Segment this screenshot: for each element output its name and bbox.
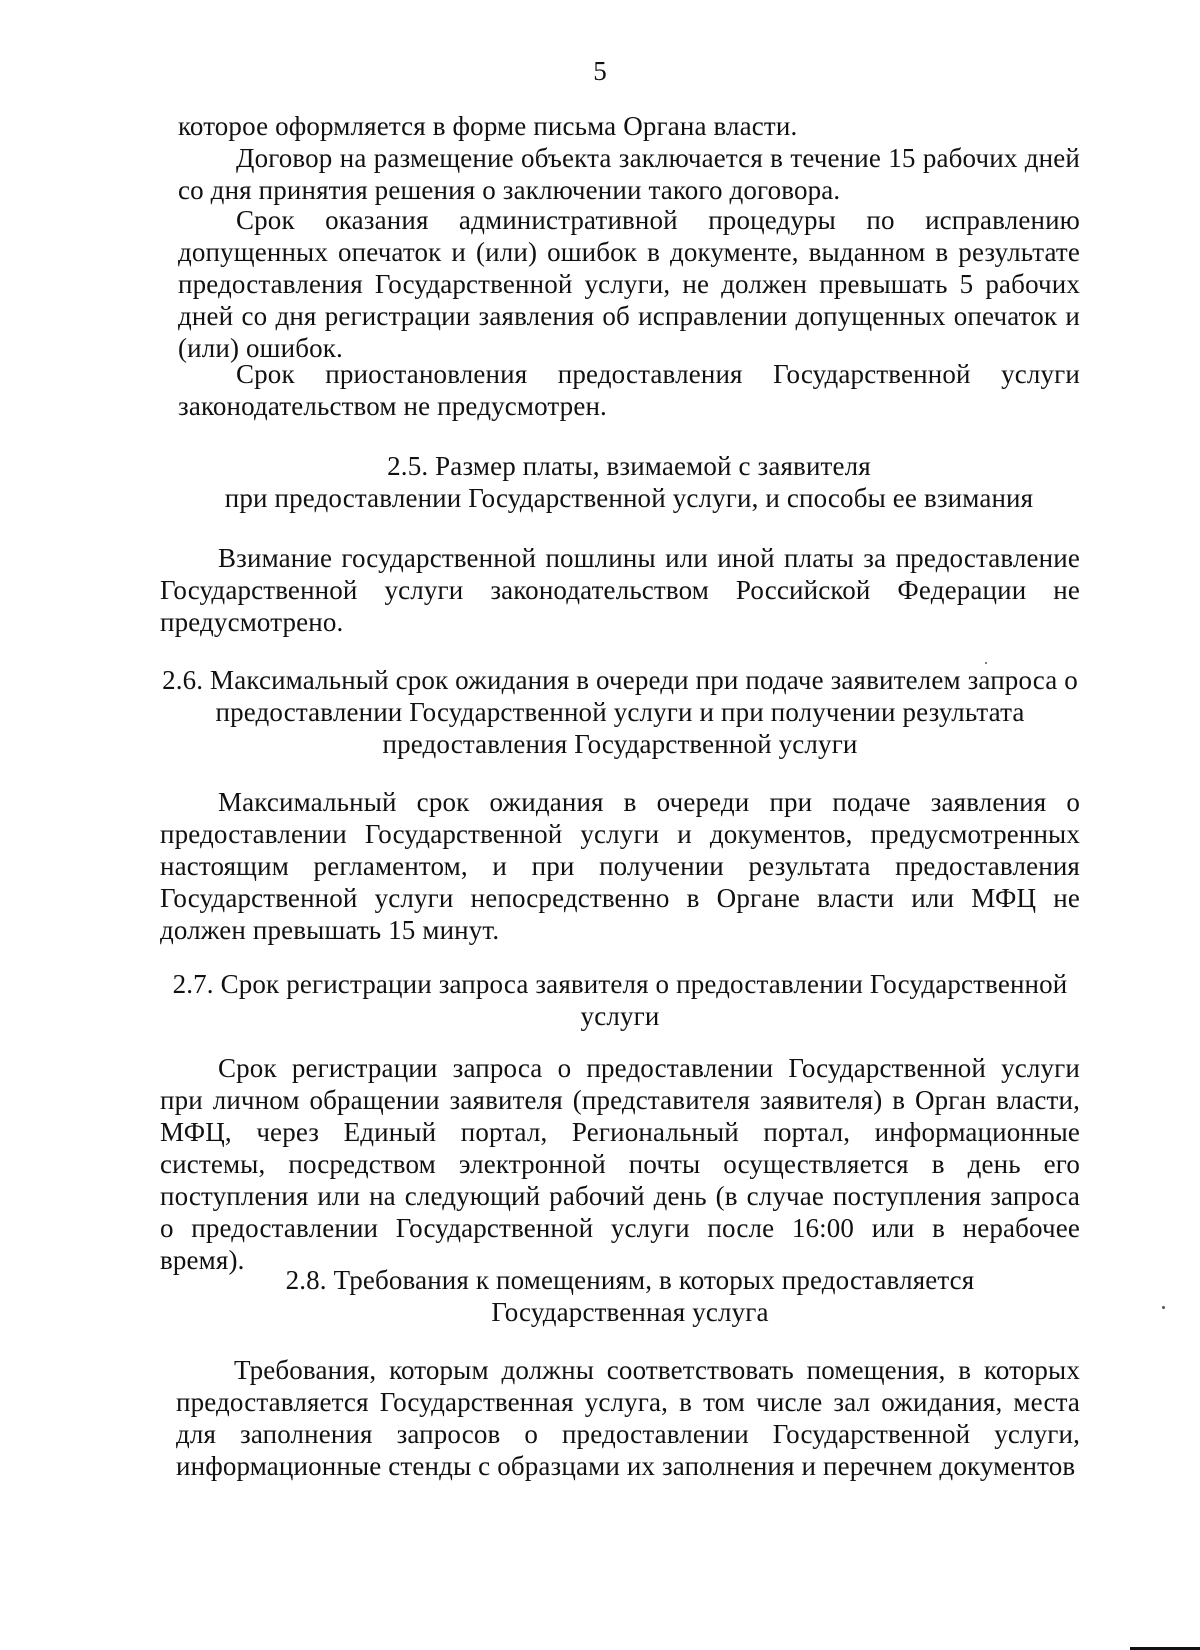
section-2-6-heading	[160, 664, 1080, 760]
section-2-6-body: Максимальный срок ожидания в очереди при подаче заявления о предоставлении Государственной услуги и документов, предусмотренных настоящим регламентом, и при получении результата предоставления Государственной услуги непосредственно в Органе власти или МФЦ не должен превышать 15 минут.	[160, 787, 1080, 945]
paragraph-suspension-term: Срок приостановления предоставления Государственной услуги законодательством не предусмотрен.	[178, 359, 1080, 421]
scan-speck	[985, 662, 987, 664]
section-2-7-body: Срок регистрации запроса о предоставлении Государственной услуги при личном обращении заявителя (представителя заявителя) в Орган власти, МФЦ, через Единый портал, Региональный портал, информационные системы, посредством электронной почты осуществляется в день его поступления или на следующий рабочий день (в случае поступления запроса о предоставлении Государственной услуги после 16:00 или в нерабочее время).	[160, 1053, 1080, 1275]
section-2-6-heading-line1: 2.6. Максимальный срок ожидания в очереди при подаче заявителем запроса о	[162, 665, 1078, 695]
section-2-6-heading-line3: предоставления Государственной услуги	[382, 729, 858, 759]
page-number: 5	[593, 56, 607, 86]
paragraph-correction-term: Срок оказания административной процедуры по исправлению допущенных опечаток и (или) ошибок в документе, выданном в результате предоставления Государственной услуги, не должен превышать 5 рабочих дней со дня регистрации заявления об исправлении допущенных опечаток и (или) ошибок.	[178, 205, 1080, 363]
section-2-8-heading	[180, 1264, 1080, 1328]
section-2-6-heading-line2: предоставлении Государственной услуги и при получении результата	[215, 697, 1025, 727]
section-2-5-body: Взимание государственной пошлины или иной платы за предоставление Государственной услуги законодательством Российской Федерации не предусмотрено.	[160, 543, 1080, 637]
scan-speck	[1162, 1306, 1165, 1309]
section-2-5-heading	[178, 450, 1080, 514]
section-2-8-heading-line2: Государственная услуга	[491, 1297, 769, 1327]
paragraph-contract-term: Договор на размещение объекта заключается в течение 15 рабочих дней со дня принятия решения о заключении такого договора.	[178, 143, 1080, 205]
section-2-7-heading	[160, 968, 1080, 1032]
section-2-5-heading-line2: при предоставлении Государственной услуги, и способы ее взимания	[224, 483, 1034, 513]
section-2-5-heading-line1: 2.5. Размер платы, взимаемой с заявителя	[387, 451, 871, 481]
section-2-8-heading-line1: 2.8. Требования к помещениям, в которых предоставляется	[285, 1265, 975, 1295]
section-2-7-heading-line1: 2.7. Срок регистрации запроса заявителя о предоставлении Государственной	[172, 969, 1068, 999]
section-2-7-heading-line2: услуги	[580, 1001, 660, 1031]
section-2-8-body: Требования, которым должны соответствовать помещения, в которых предоставляется Государственная услуга, в том числе зал ожидания, места для заполнения запросов о предоставлении Государственной услуги, информационные стенды с образцами их заполнения и перечнем документов	[176, 1355, 1080, 1481]
paragraph-continuation: которое оформляется в форме письма Органа власти.	[178, 111, 798, 141]
